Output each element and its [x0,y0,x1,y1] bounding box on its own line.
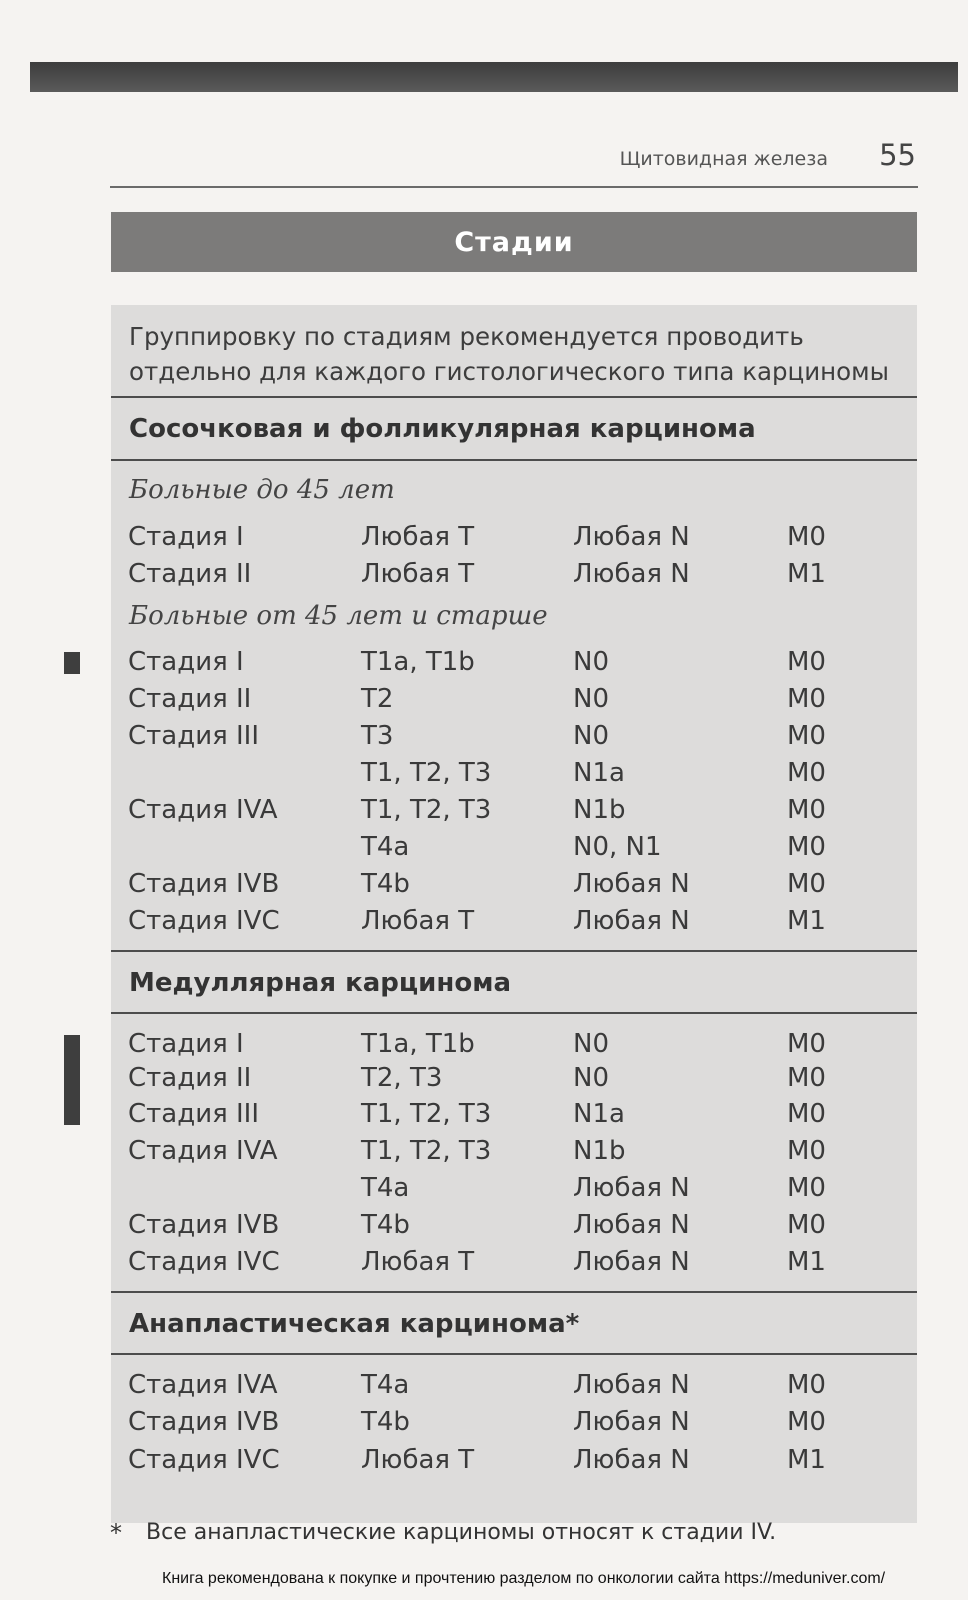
table-row [111,647,917,683]
m-cell: M0 [787,684,826,714]
m-cell: M0 [787,758,826,788]
n-cell: Любая N [573,1407,690,1437]
stage-cell: Стадия I [128,647,244,677]
footnote-mark: * [110,1519,122,1547]
stage-cell: Стадия II [128,684,252,714]
n-cell: N0 [573,1029,609,1059]
running-head [110,138,918,178]
subgroup-title: Больные до 45 лет [129,475,395,505]
source-credit: Книга рекомендована к покупке и прочтению разделом по онкологии сайта https://meduniver.com/ [162,1570,886,1587]
margin-tab-large [64,1035,80,1125]
stage-cell: Стадия IVC [128,1247,280,1277]
m-cell: M0 [787,721,826,751]
m-cell: M1 [787,906,826,936]
t-cell: T4b [361,1210,410,1240]
m-cell: M0 [787,832,826,862]
t-cell: T4a [361,832,410,862]
m-cell: M0 [787,1173,826,1203]
page-number: 55 [879,138,916,172]
t-cell: T1, T2, T3 [361,758,492,788]
n-cell: Любая N [573,1173,690,1203]
t-cell: T2 [361,684,394,714]
n-cell: N1a [573,758,625,788]
t-cell: T4b [361,869,410,899]
section-title-anaplastic: Анапластическая карцинома* [129,1309,580,1339]
stage-cell: Стадия II [128,559,252,589]
rule [111,1353,917,1355]
table-row [111,1063,917,1099]
m-cell: M0 [787,1210,826,1240]
stage-cell: Стадия IVB [128,1407,280,1437]
stage-cell: Стадия I [128,522,244,552]
n-cell: Любая N [573,906,690,936]
table-row [111,1173,917,1209]
table-row [111,832,917,868]
staging-table [111,305,917,1523]
n-cell: N0 [573,647,609,677]
stage-cell: Стадия IVC [128,1445,280,1475]
subgroup-title: Больные от 45 лет и старше [129,601,548,631]
stage-cell: Стадия I [128,1029,244,1059]
stage-cell: Стадия III [128,721,260,751]
t-cell: Любая T [361,559,475,589]
footnote-text: Все анапластические карциномы относят к стадии IV. [146,1520,777,1545]
m-cell: M0 [787,1407,826,1437]
t-cell: Любая T [361,906,475,936]
t-cell: T1, T2, T3 [361,795,492,825]
rule [111,459,917,461]
top-bar [30,62,958,92]
m-cell: M0 [787,795,826,825]
n-cell: N0 [573,684,609,714]
n-cell: Любая N [573,1247,690,1277]
t-cell: T4a [361,1173,410,1203]
table-row [111,758,917,794]
stage-cell: Стадия IVC [128,906,280,936]
section-title-medullary: Медуллярная карцинома [129,968,512,998]
t-cell: T3 [361,721,394,751]
table-row [111,1099,917,1135]
table-row [111,795,917,831]
stage-cell: Стадия IVA [128,1136,278,1166]
rule [111,950,917,952]
rule [111,1012,917,1014]
table-row [111,1445,917,1481]
table-row [111,906,917,942]
table-row [111,721,917,757]
m-cell: M1 [787,1247,826,1277]
n-cell: Любая N [573,869,690,899]
t-cell: Любая T [361,1445,475,1475]
table-row [111,1247,917,1283]
table-row [111,1210,917,1246]
section-banner: Стадии [111,212,917,272]
n-cell: N0 [573,721,609,751]
t-cell: T4b [361,1407,410,1437]
m-cell: M1 [787,559,826,589]
n-cell: N0 [573,1063,609,1093]
t-cell: Любая T [361,522,475,552]
m-cell: M0 [787,1063,826,1093]
rule [111,1291,917,1293]
m-cell: M0 [787,1370,826,1400]
m-cell: M1 [787,1445,826,1475]
n-cell: N1a [573,1099,625,1129]
header-rule [110,186,918,188]
intro-text: Группировку по стадиям рекомендуется проводить отдельно для каждого гистологического типа карциномы [129,322,889,386]
t-cell: T1a, T1b [361,1029,475,1059]
m-cell: M0 [787,869,826,899]
t-cell: T1a, T1b [361,647,475,677]
t-cell: Любая T [361,1247,475,1277]
t-cell: T1, T2, T3 [361,1136,492,1166]
stage-cell: Стадия IVA [128,1370,278,1400]
stage-cell: Стадия III [128,1099,260,1129]
n-cell: Любая N [573,559,690,589]
table-row [111,869,917,905]
t-cell: T2, T3 [361,1063,443,1093]
table-row [111,1407,917,1443]
n-cell: Любая N [573,1370,690,1400]
rule [111,396,917,398]
m-cell: M0 [787,1136,826,1166]
t-cell: T1, T2, T3 [361,1099,492,1129]
m-cell: M0 [787,1099,826,1129]
stage-cell: Стадия II [128,1063,252,1093]
stage-cell: Стадия IVB [128,869,280,899]
margin-tab-small [64,652,80,674]
n-cell: N0, N1 [573,832,662,862]
table-row [111,522,917,558]
table-row [111,1136,917,1172]
running-head-title: Щитовидная железа [619,148,828,170]
table-row [111,1370,917,1406]
m-cell: M0 [787,647,826,677]
t-cell: T4a [361,1370,410,1400]
n-cell: N1b [573,1136,626,1166]
table-row [111,684,917,720]
n-cell: Любая N [573,1445,690,1475]
m-cell: M0 [787,522,826,552]
n-cell: N1b [573,795,626,825]
m-cell: M0 [787,1029,826,1059]
section-title-papillary: Сосочковая и фолликулярная карцинома [129,414,756,444]
n-cell: Любая N [573,522,690,552]
stage-cell: Стадия IVB [128,1210,280,1240]
table-row [111,1029,917,1065]
n-cell: Любая N [573,1210,690,1240]
stage-cell: Стадия IVA [128,795,278,825]
table-row [111,559,917,595]
